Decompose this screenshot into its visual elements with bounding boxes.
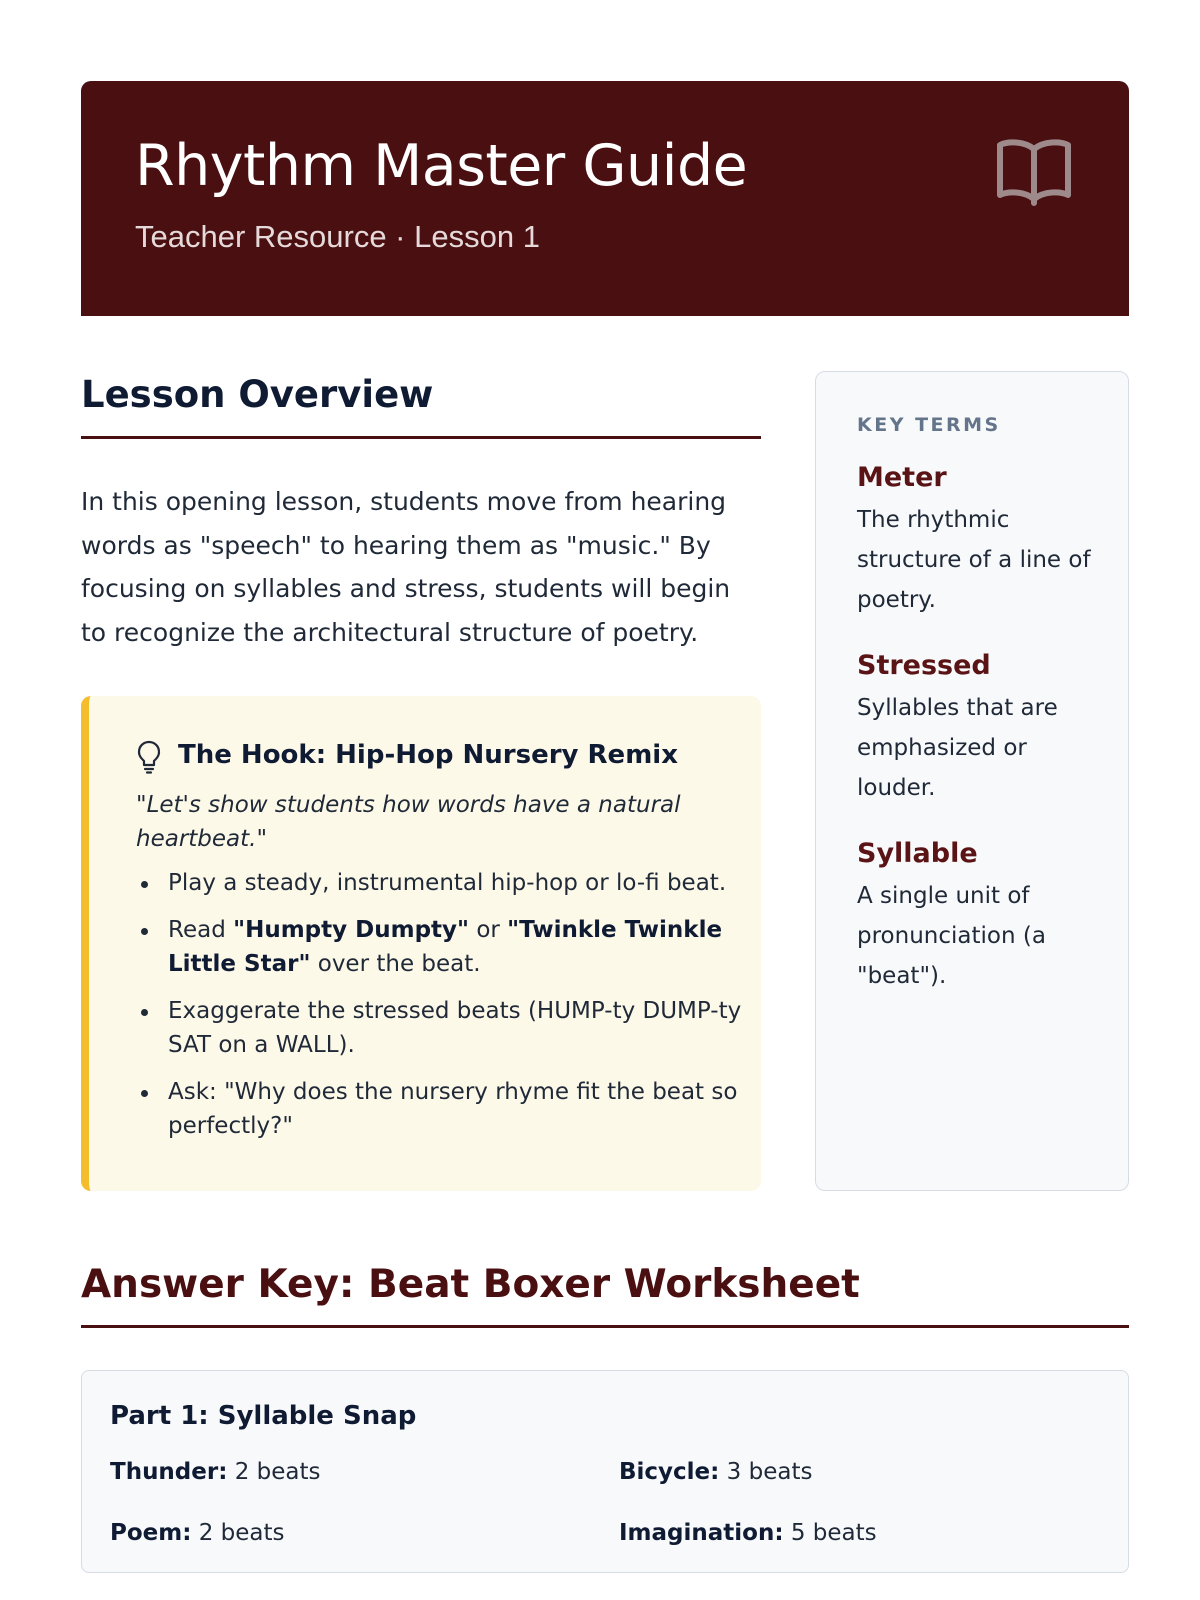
term-name: Stressed bbox=[857, 650, 991, 681]
answer-thunder: Thunder: 2 beats bbox=[110, 1459, 321, 1485]
overview-divider bbox=[81, 436, 761, 439]
term-definition: The rhythmic structure of a line of poetry. bbox=[857, 507, 1091, 613]
page-title: Rhythm Master Guide bbox=[135, 133, 748, 199]
part1-title: Part 1: Syllable Snap bbox=[110, 1401, 417, 1431]
term-syllable bbox=[857, 836, 1107, 996]
term-meter bbox=[857, 460, 1107, 620]
hook-callout bbox=[81, 696, 761, 1191]
list-item: Ask: "Why does the nursery rhyme fit the beat so perfectly?" bbox=[136, 1075, 746, 1143]
answer-key-divider bbox=[81, 1325, 1129, 1328]
key-terms-sidebar bbox=[815, 371, 1129, 1191]
part1-card bbox=[81, 1370, 1129, 1573]
overview-heading: Lesson Overview bbox=[81, 373, 434, 416]
term-stressed bbox=[857, 648, 1107, 808]
answer-imagination: Imagination: 5 beats bbox=[619, 1520, 877, 1546]
term-name: Meter bbox=[857, 462, 947, 493]
list-item: Exaggerate the stressed beats (HUMP-ty DUMP-ty SAT on a WALL). bbox=[136, 994, 746, 1062]
hook-steps-list bbox=[136, 866, 746, 1156]
book-icon bbox=[996, 137, 1072, 207]
header-banner bbox=[81, 81, 1129, 316]
answer-key-heading: Answer Key: Beat Boxer Worksheet bbox=[81, 1262, 860, 1307]
answer-bicycle: Bicycle: 3 beats bbox=[619, 1459, 813, 1485]
overview-paragraph: In this opening lesson, students move from hearing words as "speech" to hearing them as "music." By focusing on syllables and stress, students will begin to recognize the architectural structure of poetry. bbox=[81, 487, 731, 647]
page-subtitle: Teacher Resource · Lesson 1 bbox=[135, 219, 540, 254]
key-terms-heading: KEY TERMS bbox=[857, 414, 1001, 436]
list-item: Play a steady, instrumental hip-hop or lo-fi beat. bbox=[136, 866, 746, 900]
hook-quote: "Let's show students how words have a natural heartbeat." bbox=[136, 792, 681, 852]
term-name: Syllable bbox=[857, 838, 978, 869]
answer-poem: Poem: 2 beats bbox=[110, 1520, 285, 1546]
lightbulb-icon bbox=[137, 740, 161, 774]
hook-title: The Hook: Hip-Hop Nursery Remix bbox=[178, 740, 678, 770]
term-definition: A single unit of pronunciation (a "beat"). bbox=[857, 883, 1046, 989]
list-item: Read "Humpty Dumpty" or "Twinkle Twinkle Little Star" over the beat. bbox=[136, 913, 746, 981]
term-definition: Syllables that are emphasized or louder. bbox=[857, 695, 1058, 801]
